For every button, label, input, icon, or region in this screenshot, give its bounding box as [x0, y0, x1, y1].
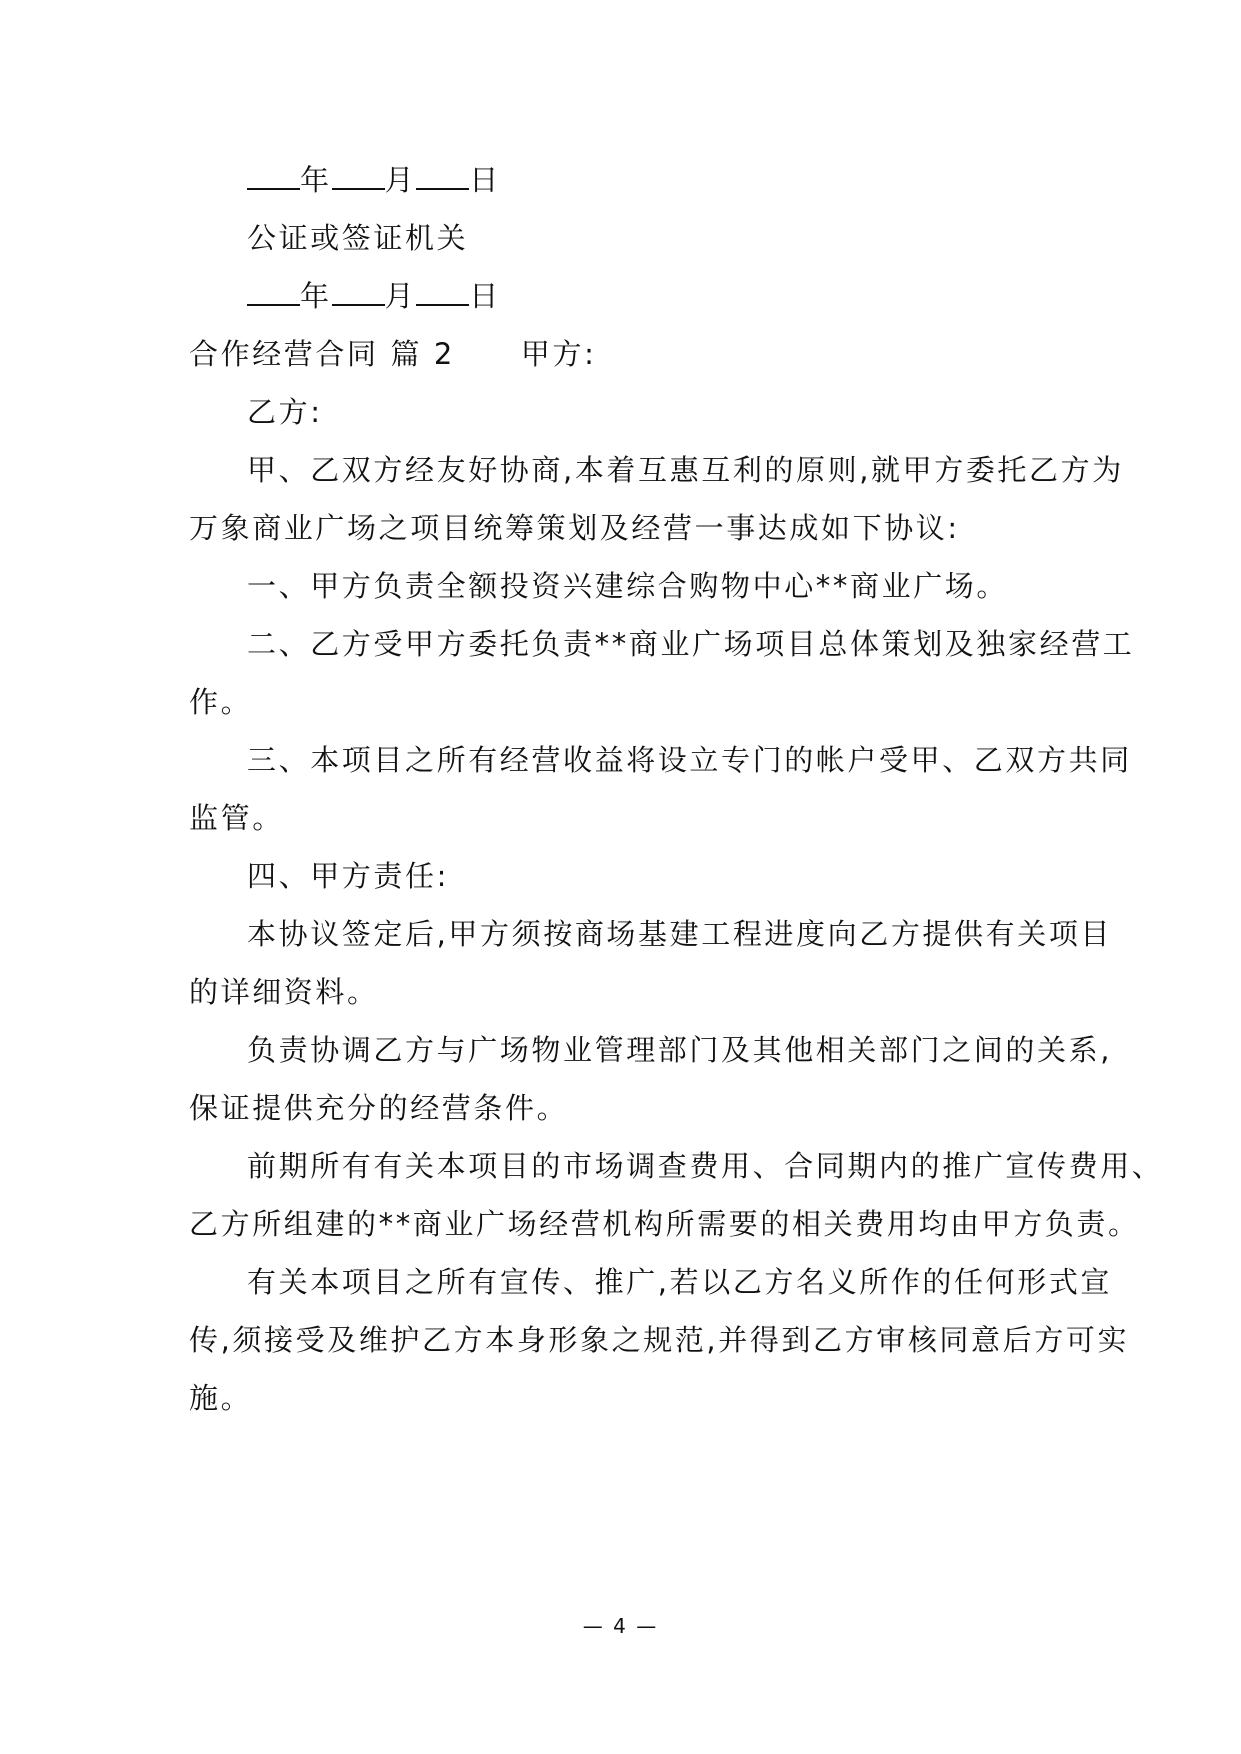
page-number: — 4 —	[582, 1614, 659, 1638]
paragraph-line: 万象商业广场之项目统筹策划及经营一事达成如下协议:	[189, 511, 960, 545]
month-blank	[332, 278, 385, 306]
year-label: 年	[300, 279, 332, 313]
paragraph-line: 乙方所组建的**商业广场经营机构所需要的相关费用均由甲方负责。	[189, 1207, 1140, 1241]
year-label: 年	[300, 163, 332, 197]
paragraph-line: 本协议签定后,甲方须按商场基建工程进度向乙方提供有关项目	[247, 917, 1113, 951]
paragraph-line: 有关本项目之所有宣传、推广,若以乙方名义所作的任何形式宣	[247, 1265, 1113, 1299]
day-blank	[416, 278, 469, 306]
section-label: 篇 2	[390, 337, 455, 371]
clause-one: 一、甲方负责全额投资兴建综合购物中心**商业广场。	[247, 569, 1009, 603]
year-blank	[247, 162, 300, 190]
year-blank	[247, 278, 300, 306]
paragraph-line: 监管。	[189, 801, 284, 835]
paragraph-line: 传,须接受及维护乙方本身形象之规范,并得到乙方审核同意后方可实	[189, 1323, 1130, 1357]
clause-two: 二、乙方受甲方委托负责**商业广场项目总体策划及独家经营工	[247, 627, 1135, 661]
paragraph-line: 保证提供充分的经营条件。	[189, 1091, 569, 1125]
clause-three: 三、本项目之所有经营收益将设立专门的帐户受甲、乙双方共同	[247, 743, 1132, 777]
month-label: 月	[384, 163, 417, 197]
date-line-1	[247, 160, 501, 200]
contract-title: 合作经营合同	[189, 337, 379, 371]
party-b-label: 乙方:	[247, 395, 323, 429]
month-blank	[332, 162, 385, 190]
paragraph-line: 的详细资料。	[189, 975, 379, 1009]
day-label: 日	[469, 163, 501, 197]
clause-four: 四、甲方责任:	[247, 859, 449, 893]
paragraph-line: 前期所有有关本项目的市场调查费用、合同期内的推广宣传费用、	[247, 1149, 1164, 1183]
day-blank	[416, 162, 469, 190]
day-label: 日	[469, 279, 501, 313]
date-line-2	[247, 276, 501, 316]
paragraph-line: 作。	[189, 685, 253, 719]
contract-heading	[189, 334, 597, 374]
authority-line: 公证或签证机关	[247, 221, 469, 255]
party-a-label: 甲方:	[520, 337, 597, 371]
paragraph-line: 施。	[189, 1381, 253, 1415]
paragraph-line: 负责协调乙方与广场物业管理部门及其他相关部门之间的关系,	[247, 1033, 1113, 1067]
month-label: 月	[384, 279, 417, 313]
paragraph-line: 甲、乙双方经友好协商,本着互惠互利的原则,就甲方委托乙方为	[247, 453, 1124, 487]
